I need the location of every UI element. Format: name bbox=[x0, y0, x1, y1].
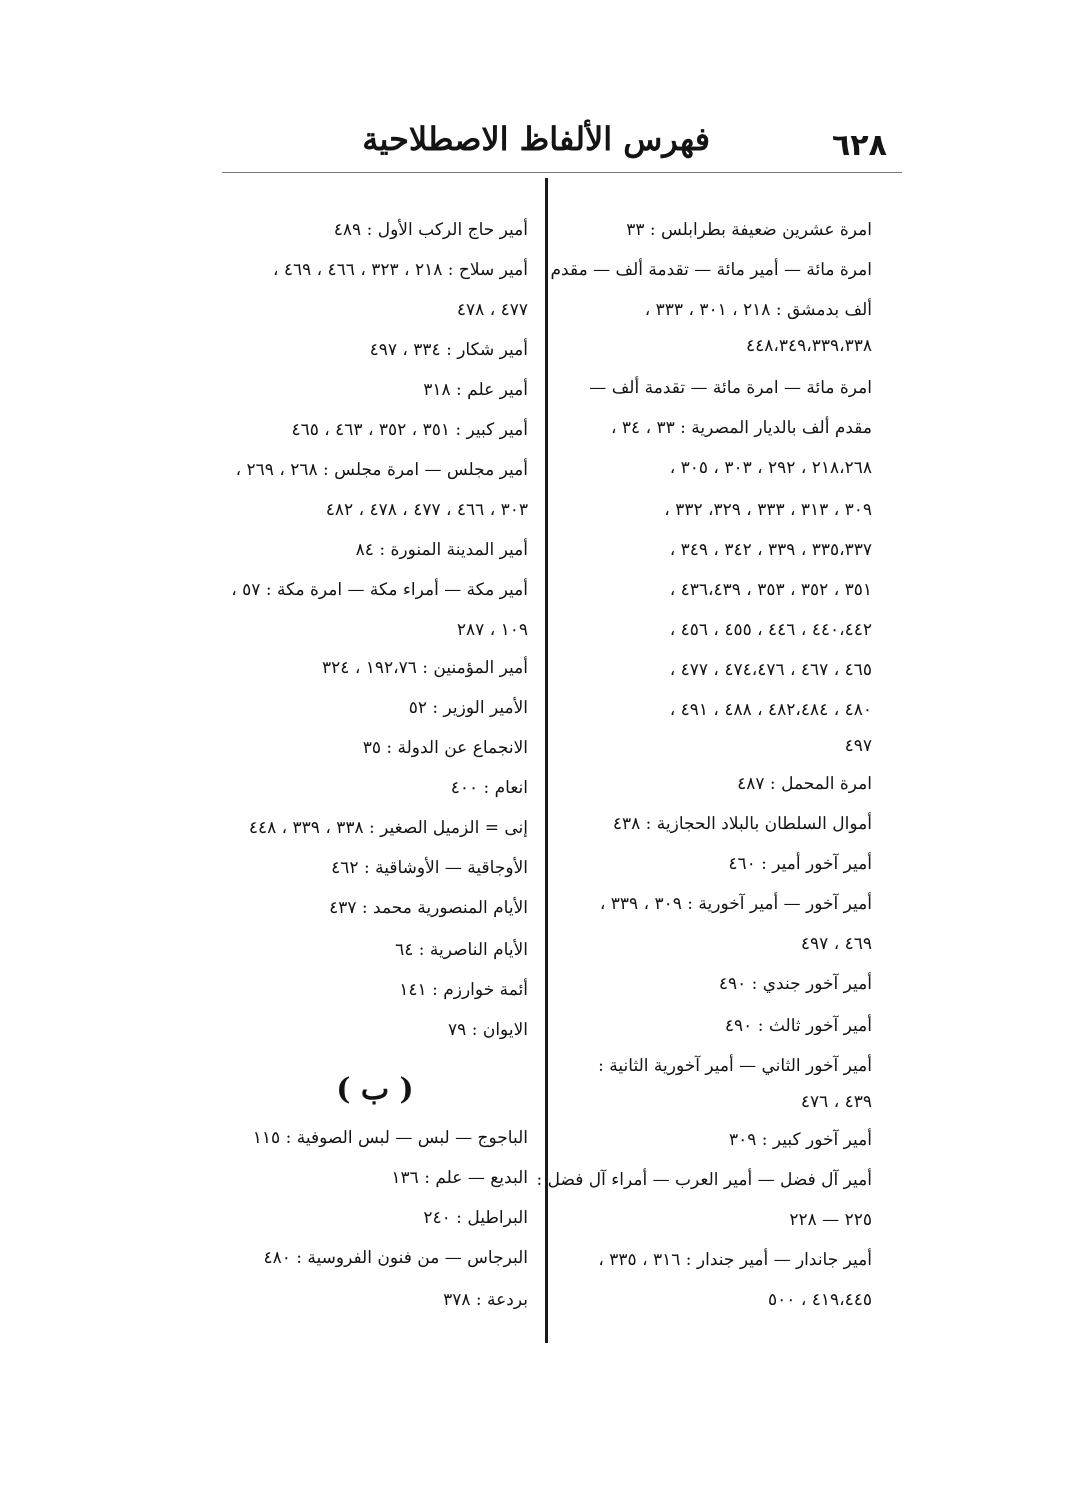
index-entry: بردعة : ٣٧٨ bbox=[443, 1290, 528, 1310]
index-entry-continuation: ٤٦٩ ، ٤٩٧ bbox=[800, 934, 872, 954]
index-entry: امرة مائة — امرة مائة — تقدمة ألف — bbox=[589, 378, 872, 398]
index-entry-continuation: ٤٨٠ ، ٤٨٢،٤٨٤ ، ٤٨٨ ، ٤٩١ ، bbox=[669, 700, 872, 720]
index-entry: أئمة خوارزم : ١٤١ bbox=[399, 980, 528, 1000]
index-entry-continuation: مقدم ألف بالديار المصرية : ٣٣ ، ٣٤ ، bbox=[611, 418, 872, 438]
index-entry-continuation: ٣٠٣ ، ٤٦٦ ، ٤٧٧ ، ٤٧٨ ، ٤٨٢ bbox=[325, 500, 528, 520]
index-entry: أمير مكة — أمراء مكة — امرة مكة : ٥٧ ، bbox=[231, 580, 528, 600]
index-entry: أمير المؤمنين : ١٩٢،٧٦ ، ٣٢٤ bbox=[322, 658, 528, 678]
index-entry-continuation: ٤٤٨،٣٤٩،٣٣٩،٣٣٨ bbox=[745, 336, 872, 356]
index-entry-continuation: ٣٠٩ ، ٣١٣ ، ٣٣٣ ، ٣٢٩، ٣٣٢ ، bbox=[664, 500, 872, 520]
index-entry: أمير علم : ٣١٨ bbox=[423, 380, 528, 400]
index-entry: أمير المدينة المنورة : ٨٤ bbox=[355, 540, 528, 560]
index-entry: الأيام الناصرية : ٦٤ bbox=[395, 940, 528, 960]
index-entry-continuation: ٤٤٠،٤٤٢ ، ٤٤٦ ، ٤٥٥ ، ٤٥٦ ، bbox=[669, 620, 872, 640]
index-entry: الباجوج — لبس — لبس الصوفية : ١١٥ bbox=[252, 1128, 528, 1148]
index-entry: أمير آخور أمير : ٤٦٠ bbox=[728, 854, 872, 874]
index-entry: امرة المحمل : ٤٨٧ bbox=[737, 774, 872, 794]
index-entry: البرجاس — من فنون الفروسية : ٤٨٠ bbox=[263, 1248, 528, 1268]
index-entry: البراطيل : ٢٤٠ bbox=[423, 1208, 528, 1228]
index-entry: أمير آخور كبير : ٣٠٩ bbox=[728, 1130, 872, 1150]
index-entry: إنى = الزميل الصغير : ٣٣٨ ، ٣٣٩ ، ٤٤٨ bbox=[248, 818, 528, 838]
index-entry-continuation: ٤١٩،٤٤٥ ، ٥٠٠ bbox=[768, 1290, 872, 1310]
index-entry-continuation: ٤٧٧ ، ٤٧٨ bbox=[456, 300, 528, 320]
index-entry: الأيام المنصورية محمد : ٤٣٧ bbox=[329, 898, 528, 918]
index-entry-continuation: ٣٣٥،٣٣٧ ، ٣٣٩ ، ٣٤٢ ، ٣٤٩ ، bbox=[669, 540, 872, 560]
header-rule bbox=[222, 172, 902, 173]
index-entry: أمير آل فضل — أمير العرب — أمراء آل فضل : bbox=[536, 1170, 872, 1190]
index-entry: أمير شكار : ٣٣٤ ، ٤٩٧ bbox=[369, 340, 528, 360]
index-entry: أموال السلطان بالبلاد الحجازية : ٤٣٨ bbox=[612, 814, 872, 834]
index-entry-continuation: ٤٩٧ bbox=[844, 736, 872, 756]
index-entry-continuation: ١٠٩ ، ٢٨٧ bbox=[456, 620, 528, 640]
index-entry-continuation: ألف بدمشق : ٢١٨ ، ٣٠١ ، ٣٣٣ ، bbox=[644, 300, 872, 320]
index-entry: أمير حاج الركب الأول : ٤٨٩ bbox=[333, 220, 528, 240]
index-entry: الانجماع عن الدولة : ٣٥ bbox=[362, 738, 528, 758]
index-entry-continuation: ٤٦٥ ، ٤٦٧ ، ٤٧٤،٤٧٦ ، ٤٧٧ ، bbox=[669, 660, 872, 680]
index-entry-continuation: ٢١٨،٢٦٨ ، ٢٩٢ ، ٣٠٣ ، ٣٠٥ ، bbox=[669, 458, 872, 478]
index-entry: الأوجاقية — الأوشاقية : ٤٦٢ bbox=[331, 858, 528, 878]
index-entry: الأمير الوزير : ٥٢ bbox=[408, 698, 528, 718]
index-entry: الايوان : ٧٩ bbox=[448, 1020, 528, 1040]
index-entry-continuation: ٣٥١ ، ٣٥٢ ، ٣٥٣ ، ٤٣٦،٤٣٩ ، bbox=[669, 580, 872, 600]
section-letter-heading: ( ب ) bbox=[336, 1072, 414, 1107]
index-entry: انعام : ٤٠٠ bbox=[450, 778, 528, 798]
index-entry: أمير آخور الثاني — أمير آخورية الثانية : bbox=[598, 1056, 872, 1076]
index-entry: امرة مائة — أمير مائة — تقدمة ألف — مقدم bbox=[550, 260, 872, 280]
index-entry: أمير آخور ثالث : ٤٩٠ bbox=[724, 1016, 872, 1036]
index-entry-continuation: ٢٢٥ — ٢٢٨ bbox=[789, 1210, 872, 1230]
index-entry: أمير مجلس — امرة مجلس : ٢٦٨ ، ٢٦٩ ، bbox=[235, 460, 528, 480]
index-entry: البديع — علم : ١٣٦ bbox=[391, 1168, 528, 1188]
page-title: فهرس الألفاظ الاصطلاحية bbox=[362, 120, 710, 158]
index-entry-continuation: ٤٣٩ ، ٤٧٦ bbox=[800, 1092, 872, 1112]
index-entry: أمير كبير : ٣٥١ ، ٣٥٢ ، ٤٦٣ ، ٤٦٥ bbox=[291, 420, 528, 440]
index-entry: امرة عشرين ضعيفة بطرابلس : ٣٣ bbox=[626, 220, 872, 240]
index-entry: أمير جاندار — أمير جندار : ٣١٦ ، ٣٣٥ ، bbox=[598, 1250, 872, 1270]
index-entry: أمير آخور — أمير آخورية : ٣٠٩ ، ٣٣٩ ، bbox=[599, 894, 872, 914]
index-entry: أمير آخور جندي : ٤٩٠ bbox=[718, 974, 872, 994]
index-entry: أمير سلاح : ٢١٨ ، ٣٢٣ ، ٤٦٦ ، ٤٦٩ ، bbox=[272, 260, 528, 280]
page-number: ٦٢٨ bbox=[832, 128, 887, 163]
